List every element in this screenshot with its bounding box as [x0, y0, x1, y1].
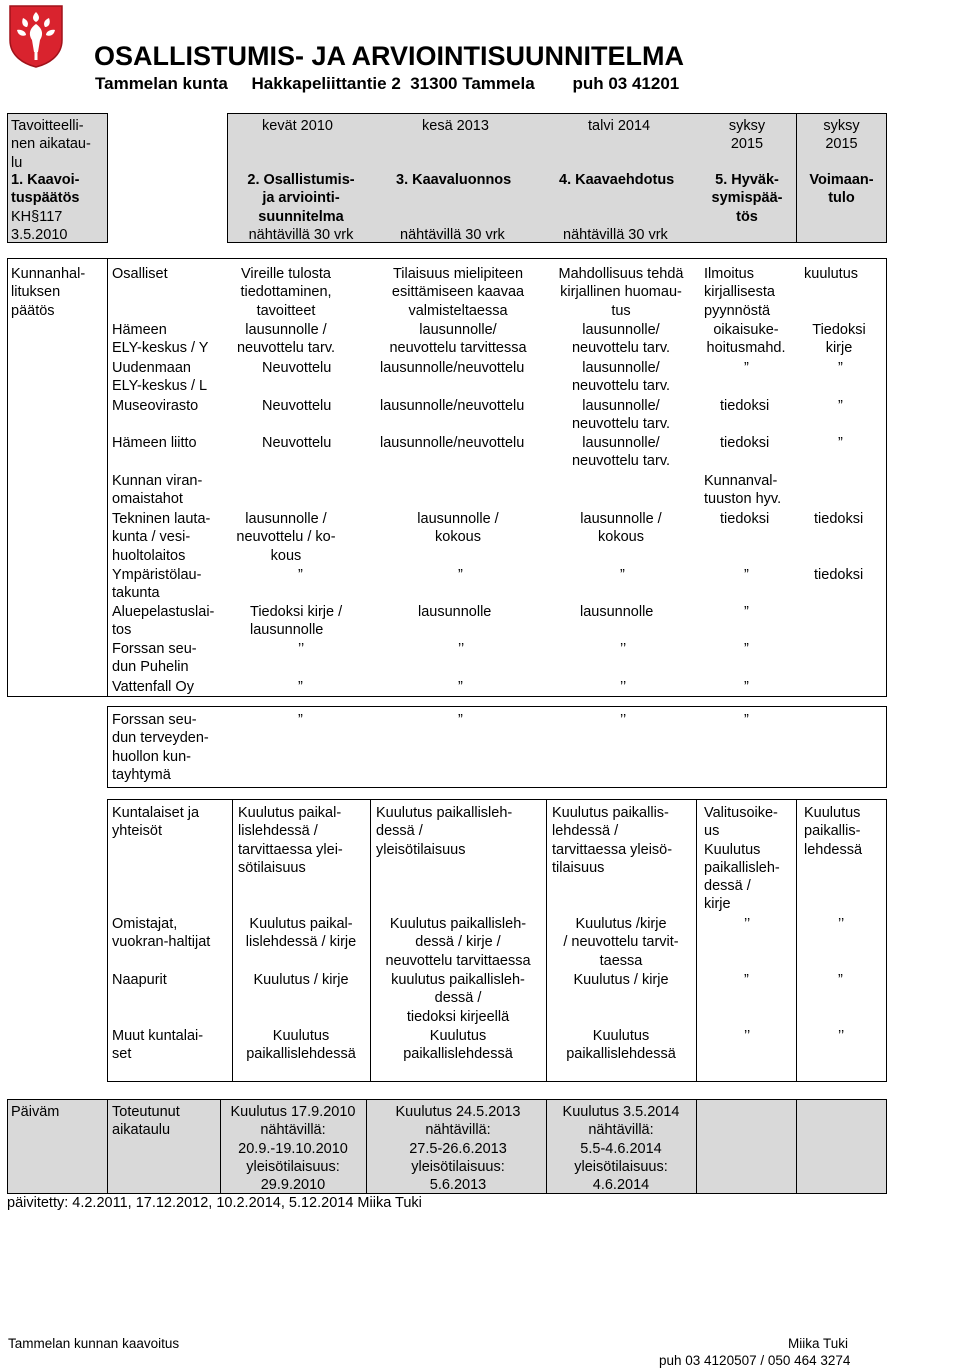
row-tekninen-c2: lausunnolle / neuvottelu / ko- kous	[236, 511, 336, 564]
row-vattenfall-c4: ’’	[620, 679, 627, 695]
row-forssan-puhelin-name: Forssan seu- dun Puhelin	[112, 641, 197, 676]
dates-c2: Kuulutus 17.9.2010 nähtävillä: 20.9.-19.10.2010 yleisötilaisuus: 29.9.2010	[230, 1104, 356, 1194]
row-omistajat-c3: Kuulutus paikallisleh- dessä / kirje / neuvottelu tarvittaessa	[385, 916, 531, 969]
row-vattenfall-name: Vattenfall Oy	[112, 679, 194, 695]
season-winter-2014: talvi 2014	[588, 118, 651, 134]
row-ymparisto-c5: ”	[744, 567, 749, 583]
council-decision-label: Kunnanhal- lituksen päätös	[11, 266, 86, 319]
row-ymparisto-c4: ”	[620, 567, 625, 583]
row-kuntalaiset-c3: Kuulutus paikallisleh- dessä / yleisötilaisuus	[376, 805, 513, 858]
row-muut-c4: Kuulutus paikallislehdessä	[566, 1028, 676, 1063]
col-header-ilmoitus: Ilmoitus kirjallisesta pyynnöstä	[704, 266, 775, 319]
row-naapurit-c5: ”	[744, 972, 749, 988]
footer-name: Miika Tuki	[788, 1336, 849, 1351]
row-museovirasto-c3: lausunnolle/neuvottelu	[380, 398, 525, 414]
row-naapurit-c6: ”	[838, 972, 843, 988]
row-omistajat-c6: ’’	[838, 916, 845, 932]
season-summer-2013: kesä 2013	[422, 118, 489, 134]
row-hameen-ely-c5: oikaisuke- hoitusmahd.	[706, 322, 786, 357]
row-ymparisto-c3: ”	[458, 567, 463, 583]
step-4-display: nähtävillä 30 vrk	[563, 227, 668, 243]
row-uudenmaan-ely-c4: lausunnolle/ neuvottelu tarv.	[571, 360, 671, 395]
row-tekninen-c5: tiedoksi	[720, 511, 770, 527]
row-forssan-terveys-c5: ”	[744, 712, 749, 728]
row-uudenmaan-ely-c5: ”	[744, 360, 749, 376]
step-2: 2. Osallistumis- ja arviointi- suunnitelma nähtävillä 30 vrk	[247, 172, 355, 243]
row-hameen-ely-name: Hämeen ELY-keskus / Y	[112, 322, 209, 357]
row-vattenfall-c2: ”	[298, 679, 303, 695]
row-muut-c6: ’’	[838, 1028, 845, 1044]
row-museovirasto-c2: Neuvottelu	[262, 398, 332, 414]
col-header-huomautus: Mahdollisuus tehdä kirjallinen huomau- tus	[558, 266, 684, 319]
row-kuntalaiset-c5: Valitusoike- us Kuulutus paikallisleh- dessä / kirje	[704, 805, 780, 913]
tammela-coat-of-arms	[8, 4, 64, 68]
row-forssan-puhelin-c4: ’’	[620, 641, 627, 657]
step-6: Voimaan- tulo	[809, 172, 874, 207]
col-header-kuulutus: kuulutus	[804, 266, 859, 282]
row-forssan-puhelin-c5: ”	[744, 641, 749, 657]
timeline-label: Tavoitteelli- nen aikatau- lu	[11, 118, 91, 171]
public-participants-table	[107, 799, 887, 1082]
row-hameen-liitto-c4: lausunnolle/ neuvottelu tarv.	[571, 435, 671, 470]
row-aluepelastus-name: Aluepelastuslai- tos	[112, 604, 215, 639]
col-header-tilaisuus: Tilaisuus mielipiteen esittämiseen kaavaa valmisteltaessa	[391, 266, 525, 319]
step-3: 3. Kaavaluonnos	[396, 172, 512, 188]
row-omistajat-c4: Kuulutus /kirje / neuvottelu tarvit- taessa	[563, 916, 679, 969]
row-kuntalaiset-c4: Kuulutus paikallis- lehdessä / tarvittaessa yleisö- tilaisuus	[552, 805, 673, 876]
step-4: 4. Kaavaehdotus	[559, 172, 675, 188]
row-muut-c5: ’’	[744, 1028, 751, 1044]
row-kuntalaiset-name: Kuntalaiset ja yhteisöt	[112, 805, 200, 840]
authorities-table	[107, 258, 887, 697]
row-hameen-liitto-c2: Neuvottelu	[262, 435, 332, 451]
row-forssan-terveys-name: Forssan seu- dun terveyden- huollon kun- tayhtymä	[112, 712, 209, 783]
footer-phone: puh 03 4120507 / 050 464 3274	[659, 1353, 851, 1368]
row-naapurit-c4: Kuulutus / kirje	[573, 972, 669, 988]
dates-toteutunut: Toteutunut aikataulu	[112, 1104, 180, 1139]
row-tekninen-c6: tiedoksi	[814, 511, 864, 527]
dates-label: Päiväm	[11, 1104, 60, 1120]
row-museovirasto-c5: tiedoksi	[720, 398, 770, 414]
council-decision-box	[7, 258, 108, 697]
row-omistajat-name: Omistajat, vuokran-haltijat	[112, 916, 211, 951]
row-museovirasto-name: Museovirasto	[112, 398, 199, 414]
row-hameen-liitto-name: Hämeen liitto	[112, 435, 197, 451]
row-uudenmaan-ely-name: Uudenmaan ELY-keskus / L	[112, 360, 208, 395]
row-muut-c3: Kuulutus paikallislehdessä	[403, 1028, 513, 1063]
row-vattenfall-c3: ”	[458, 679, 463, 695]
step-1: 1. Kaavoi- tuspäätös	[11, 172, 80, 207]
season-autumn-2015: syksy 2015	[728, 118, 766, 153]
row-hameen-ely-c4: lausunnolle/ neuvottelu tarv.	[571, 322, 671, 357]
row-hameen-ely-c2: lausunnolle / neuvottelu tarv.	[236, 322, 336, 357]
row-hameen-ely-c6: Tiedoksi kirje	[812, 322, 866, 357]
row-aluepelastus-c4: lausunnolle	[580, 604, 654, 620]
row-naapurit-c2: Kuulutus / kirje	[253, 972, 349, 988]
timeline-effective-box	[796, 113, 887, 243]
row-tekninen-c3: lausunnolle / kokous	[417, 511, 499, 546]
row-hameen-liitto-c5: tiedoksi	[720, 435, 770, 451]
row-aluepelastus-c3: lausunnolle	[418, 604, 492, 620]
step-1-date: KH§117 3.5.2010	[11, 209, 68, 244]
dates-c4: Kuulutus 3.5.2014 nähtävillä: 5.5-4.6.2014 yleisötilaisuus: 4.6.2014	[562, 1104, 680, 1194]
row-uudenmaan-ely-c6: ”	[838, 360, 843, 376]
row-aluepelastus-c5: ”	[744, 604, 749, 620]
row-ymparisto-name: Ympäristölau- takunta	[112, 567, 202, 602]
row-kuntalaiset-c6: Kuulutus paikallis- lehdessä	[804, 805, 863, 858]
step-3-display: nähtävillä 30 vrk	[400, 227, 505, 243]
footer-left: Tammelan kunnan kaavoitus	[8, 1336, 180, 1351]
row-muut-c2: Kuulutus paikallislehdessä	[246, 1028, 356, 1063]
step-6-season: syksy 2015	[823, 118, 860, 153]
col-header-vireille: Vireille tulosta tiedottaminen, tavoitteet	[240, 266, 332, 319]
col-header-osalliset: Osalliset	[112, 266, 168, 282]
row-kuntalaiset-c2: Kuulutus paikal- lislehdessä / tarvittaessa ylei- sötilaisuus	[238, 805, 343, 876]
row-museovirasto-c6: ”	[838, 398, 843, 414]
health-authority-box	[107, 706, 887, 788]
row-naapurit-name: Naapurit	[112, 972, 167, 988]
row-uudenmaan-ely-c3: lausunnolle/neuvottelu	[380, 360, 525, 376]
row-muut-name: Muut kuntalai- set	[112, 1028, 204, 1063]
step-5: 5. Hyväk- symispää- tös	[711, 172, 783, 225]
timeline-steps-box	[227, 113, 797, 243]
row-aluepelastus-c2: Tiedoksi kirje / lausunnolle	[250, 604, 343, 639]
row-forssan-puhelin-c2: ’’	[298, 641, 305, 657]
row-tekninen-name: Tekninen lauta- kunta / vesi- huoltolaitos	[112, 511, 211, 564]
row-ymparisto-c2: ”	[298, 567, 303, 583]
page-subtitle: Tammelan kunta Hakkapeliittantie 2 31300 Tammela puh 03 41201	[95, 74, 680, 93]
row-hameen-ely-c3: lausunnolle/ neuvottelu tarvittessa	[389, 322, 527, 357]
row-tekninen-c4: lausunnolle / kokous	[580, 511, 662, 546]
row-hameen-liitto-c3: lausunnolle/neuvottelu	[380, 435, 525, 451]
season-spring-2010: kevät 2010	[262, 118, 333, 134]
dates-label-box	[7, 1099, 108, 1194]
row-forssan-terveys-c3: ”	[458, 712, 463, 728]
row-uudenmaan-ely-c2: Neuvottelu	[262, 360, 332, 376]
row-omistajat-c5: ’’	[744, 916, 751, 932]
row-vattenfall-c5: ”	[744, 679, 749, 695]
row-forssan-puhelin-c3: ’’	[458, 641, 465, 657]
row-omistajat-c2: Kuulutus paikal- lislehdessä / kirje	[245, 916, 357, 951]
row-forssan-terveys-c4: ’’	[620, 712, 627, 728]
row-forssan-terveys-c2: ”	[298, 712, 303, 728]
row-ymparisto-c6: tiedoksi	[814, 567, 864, 583]
dates-table	[107, 1099, 887, 1194]
page-title: OSALLISTUMIS- JA ARVIOINTISUUNNITELMA	[94, 41, 685, 71]
row-naapurit-c3: kuulutus paikallisleh- dessä / tiedoksi kirjeellä	[391, 972, 525, 1025]
row-kunnan-viranomaistahot-c5: Kunnanval- tuuston hyv.	[704, 473, 782, 508]
dates-c3: Kuulutus 24.5.2013 nähtävillä: 27.5-26.6.2013 yleisötilaisuus: 5.6.2013	[395, 1104, 521, 1194]
row-kunnan-viranomaistahot-name: Kunnan viran- omaistahot	[112, 473, 203, 508]
row-hameen-liitto-c6: ”	[838, 435, 843, 451]
updated-note: päivitetty: 4.2.2011, 17.12.2012, 10.2.2014, 5.12.2014 Miika Tuki	[7, 1195, 422, 1211]
row-museovirasto-c4: lausunnolle/ neuvottelu tarv.	[571, 398, 671, 433]
timeline-label-box	[7, 113, 108, 243]
